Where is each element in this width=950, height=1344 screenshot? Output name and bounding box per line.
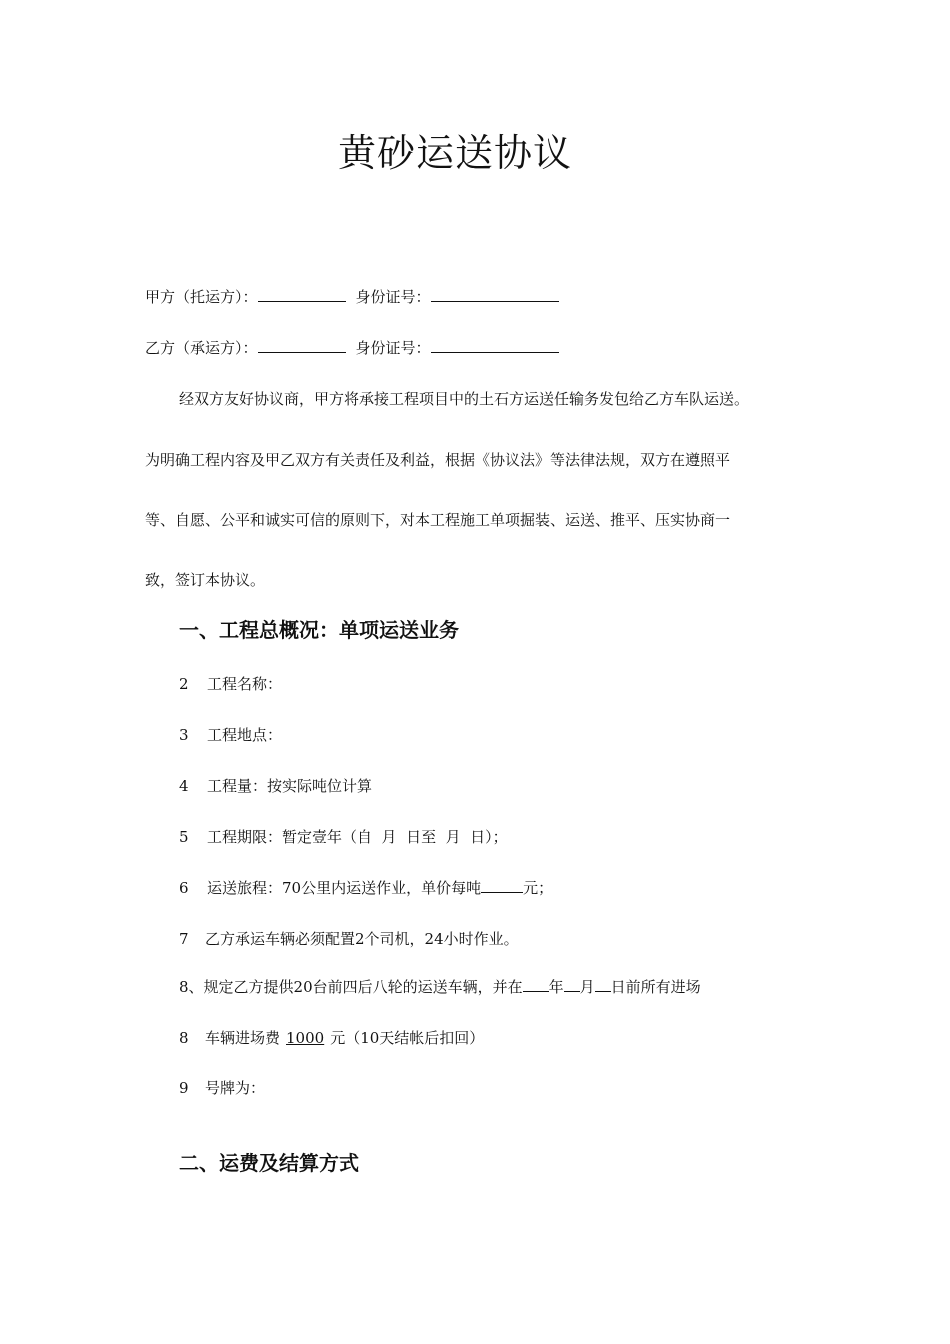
list-item (179, 724, 282, 745)
year-label: 年 (548, 978, 564, 996)
list-item (179, 928, 519, 949)
price-blank (481, 879, 523, 893)
list-item (179, 877, 553, 898)
year-blank (523, 978, 549, 992)
section2-heading: 二、运费及结算方式 (179, 1151, 359, 1175)
list-item (179, 976, 701, 997)
party-b-name-blank (258, 338, 346, 353)
item-number: 5 (179, 828, 189, 846)
item-text: 工程量：按实际吨位计算 (207, 777, 373, 795)
list-item (179, 826, 508, 847)
item-text-tail: 元； (523, 879, 554, 897)
intro-line-1: 经双方友好协议商，甲方将承接工程项目中的土石方运送任输务发包给乙方车队运送。 (179, 390, 750, 408)
list-item (179, 1077, 265, 1098)
party-a-label: 甲方（托运方）： (145, 288, 258, 306)
intro-line-4: 致，签订本协议。 (145, 571, 266, 589)
party-a-id-blank (431, 287, 559, 302)
month-blank (564, 978, 580, 992)
item-text: 运送旅程：70公里内运送作业，单价每吨 (207, 879, 482, 897)
month-label: 月 (579, 978, 595, 996)
day-blank (595, 978, 611, 992)
item-text: 车辆进场费 (205, 1029, 281, 1047)
item-text: 工程名称： (207, 675, 283, 693)
list-item (179, 1027, 484, 1048)
party-a-name-blank (258, 287, 346, 302)
intro-line-3: 等、自愿、公平和诚实可信的原则下，对本工程施工单项掘装、运送、推平、压实协商一 (145, 511, 731, 529)
party-a-line (145, 286, 559, 307)
item-text: 8、规定乙方提供20台前四后八轮的运送车辆，并在 (179, 978, 523, 996)
entry-fee-value: 1000 (286, 1029, 325, 1047)
section1-heading: 一、工程总概况：单项运送业务 (179, 618, 459, 642)
document-title: 黄砂运送协议 (337, 131, 572, 175)
item-text: 工程地点： (207, 726, 283, 744)
party-b-line (145, 337, 559, 358)
list-item (179, 775, 372, 796)
item-number: 2 (179, 675, 189, 693)
item-text: 乙方承运车辆必须配置2个司机，24小时作业。 (205, 930, 519, 948)
party-b-label: 乙方（承运方）： (145, 339, 258, 357)
item-number: 3 (179, 726, 189, 744)
day-label: 日前所有进场 (610, 978, 701, 996)
item-number: 7 (179, 930, 189, 948)
item-text: 工程期限：暂定壹年（自 月 日至 月 日）； (207, 828, 508, 846)
intro-line-2: 为明确工程内容及甲乙双方有关责任及利益，根据《协议法》等法律法规，双方在遵照平 (145, 451, 731, 469)
party-b-id-label: 身份证号： (355, 339, 431, 357)
party-b-id-blank (431, 338, 559, 353)
item-number: 4 (179, 777, 189, 795)
item-text-tail: 元（10天结帐后扣回） (330, 1029, 485, 1047)
item-number: 9 (179, 1079, 189, 1097)
item-text: 号牌为： (205, 1079, 266, 1097)
list-item (179, 673, 282, 694)
item-number: 8 (179, 1029, 189, 1047)
item-number: 6 (179, 879, 189, 897)
party-a-id-label: 身份证号： (355, 288, 431, 306)
